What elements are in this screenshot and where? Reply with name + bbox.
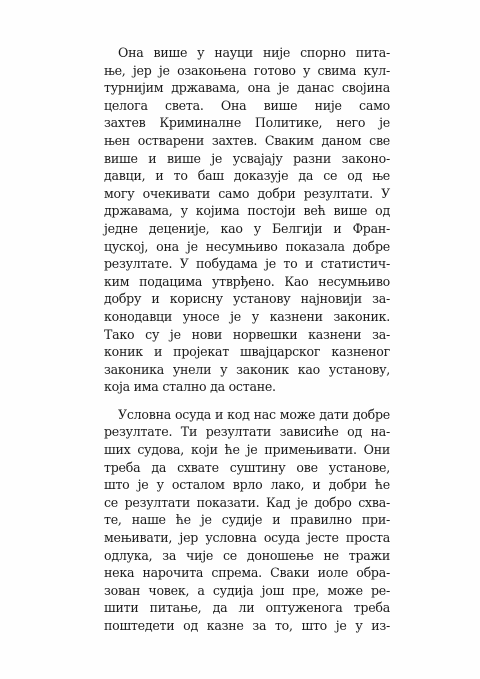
text-line: захтев Криминалне Политике, него је bbox=[104, 115, 390, 131]
text-line: цуској, она је несумњиво показала добре bbox=[104, 238, 390, 254]
text-line: једне деценије, као у Белгији и Фран- bbox=[104, 220, 390, 236]
text-line: што је у осталом врло лако, и добри ће bbox=[104, 477, 390, 493]
text-line: те, наше ће је судије и правилно при- bbox=[104, 512, 390, 528]
text-line: турнијим државама, она је данас својина bbox=[104, 80, 390, 96]
text-line: ших судова, који ће је примењивати. Они bbox=[104, 442, 390, 458]
text-line: треба да схвате суштину ове установе, bbox=[104, 459, 390, 475]
text-line: се резултати показати. Кад је добро схва- bbox=[104, 494, 390, 510]
text-line: ње, јер је озакоњена готово у свима кул- bbox=[104, 62, 390, 78]
text-line: шити питање, да ли оптуженога треба bbox=[104, 600, 390, 616]
text-line: њен остварени захтев. Сваким даном све bbox=[104, 132, 390, 148]
text-line: Тако су је нови норвешки казнени за- bbox=[104, 326, 390, 342]
text-line: резултате. У побудама је то и статистич- bbox=[104, 256, 390, 272]
text-line: Условна осуда и код нас може дати добре bbox=[118, 406, 390, 422]
text-line: целога света. Она више није само bbox=[104, 97, 390, 113]
text-line: ким подацима утврђено. Као несумњиво bbox=[104, 273, 390, 289]
body-text bbox=[104, 44, 390, 635]
text-line: одлука, за чије се доношење не тражи bbox=[104, 547, 390, 563]
text-line: зован човек, а судија још пре, може ре- bbox=[104, 582, 390, 598]
text-line: могу очекивати само добри резултати. У bbox=[104, 185, 390, 201]
text-line: законика унели у законик као установу, bbox=[104, 361, 390, 377]
text-line: поштедети од казне за то, што је у из- bbox=[104, 618, 390, 633]
text-line: више и више је усвајају разни законо- bbox=[104, 150, 390, 166]
text-line: мењивати, јер условна осуда јесте проста bbox=[104, 530, 390, 546]
paragraph bbox=[104, 406, 390, 635]
text-line: добру и корисну установу најновији за- bbox=[104, 291, 390, 307]
paragraph bbox=[104, 44, 390, 396]
text-line: државама, у којима постоји већ више од bbox=[104, 203, 390, 219]
text-line: резултате. Ти резултати зависиће од на- bbox=[104, 424, 390, 440]
paragraph-gap bbox=[104, 396, 390, 406]
text-line: нека нарочита спрема. Сваки иоле обра- bbox=[104, 565, 390, 581]
text-line: давци, и то баш доказује да се од ње bbox=[104, 168, 390, 184]
text-line: конодавци уносе је у казнени законик. bbox=[104, 308, 390, 324]
text-line: Она више у науци није спорно пита- bbox=[118, 45, 390, 60]
text-line: коник и пројекат швајцарског казненог bbox=[104, 344, 390, 360]
text-line: која има стално да остане. bbox=[104, 379, 276, 395]
